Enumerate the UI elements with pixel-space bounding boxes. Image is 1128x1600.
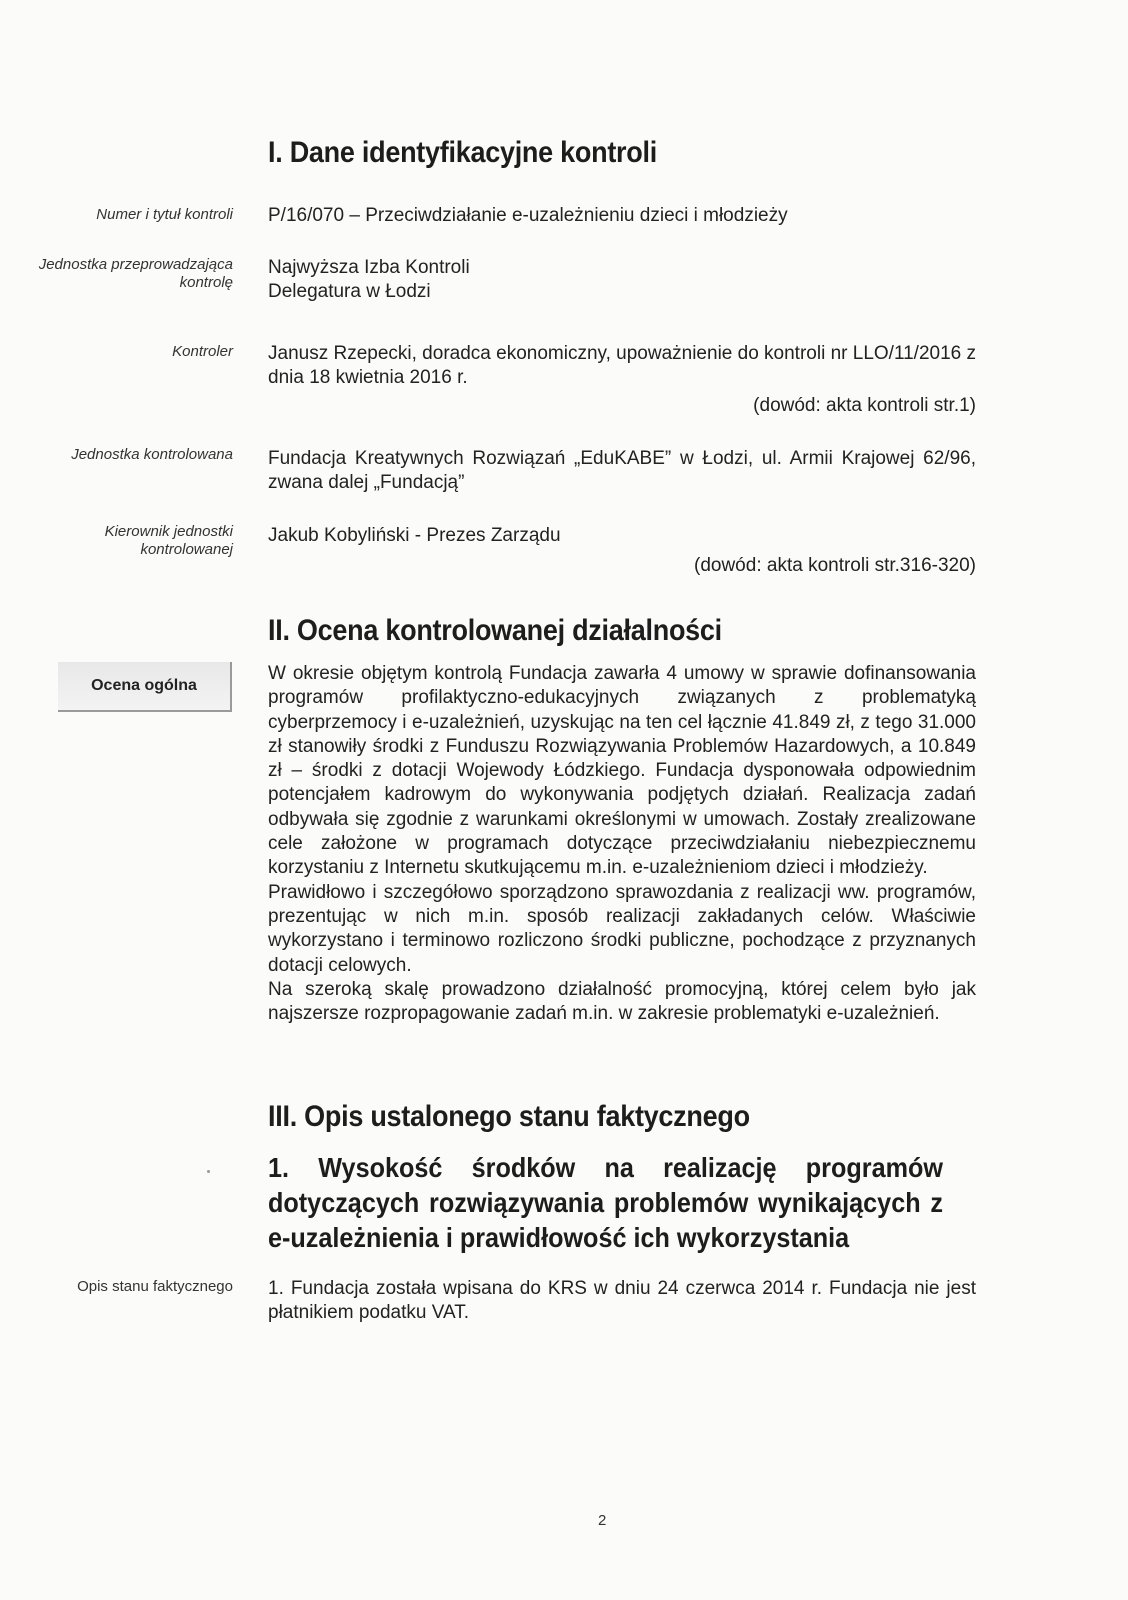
unit-head-evidence: (dowód: akta kontroli str.316-320)	[694, 555, 976, 576]
facts-item-text: Fundacja została wpisana do KRS w dniu 24 czerwca 2014 r. Fundacja nie jest płatnikiem podatku VAT.	[268, 1278, 977, 1323]
conducting-unit-line1: Najwyższa Izba Kontroli	[268, 257, 470, 278]
conducting-unit-line2: Delegatura w Łodzi	[268, 281, 431, 302]
section-1-heading: I. Dane identyfikacyjne kontroli	[268, 136, 657, 169]
conducting-unit-value	[268, 256, 976, 304]
facts-item-number: 1.	[268, 1278, 284, 1299]
assessment-paragraph-2: Prawidłowo i szczegółowo sporządzono sprawozdania z realizacji ww. programów, prezentując w nich m.in. sposób realizacji zakładanych celów. Właściwie wykorzystano i terminowo rozliczono środki publiczne, pochodzące z przyznanych dotacji celowych.	[268, 881, 976, 976]
scan-speck	[207, 1170, 210, 1173]
facts-item-1	[268, 1277, 976, 1325]
assessment-paragraph-3: Na szeroką skalę prowadzono działalność promocyjną, której celem było jak najszersze rozpropagowanie zadań m.in. w zakresie problematyki e-uzależnień.	[268, 978, 976, 1025]
section-3-subheading: 1. Wysokość środków na realizację programów dotyczących rozwiązywania problemów wynikających z e-uzależnienia i prawidłowość ich wykorzystania	[268, 1152, 943, 1253]
controller-label: Kontroler	[172, 343, 233, 360]
conducting-unit-label: Jednostka przeprowadzająca kontrolę	[38, 256, 233, 291]
unit-head-value: Jakub Kobyliński - Prezes Zarządu	[268, 525, 561, 546]
audited-unit-text: Fundacja Kreatywnych Rozwiązań „EduKABE” w Łodzi, ul. Armii Krajowej 62/96, zwana dalej „Fundacją”	[268, 448, 976, 493]
audited-unit-label: Jednostka kontrolowana	[71, 446, 233, 463]
overall-assessment-badge: Ocena ogólna	[58, 662, 232, 712]
page-number: 2	[598, 1512, 607, 1529]
assessment-paragraph-1: W okresie objętym kontrolą Fundacja zawarła 4 umowy w sprawie dofinansowania programów profilaktyczno-edukacyjnych związanych z problematyką cyberprzemocy i e-uzależnień, uzyskując na ten cel łącznie 41.849 zł, z tego 31.000 zł stanowiły środki z Funduszu Rozwiązywania Problemów Hazardowych, a 10.849 zł – środki z dotacji Wojewody Łódzkiego. Fundacja dysponowała odpowiednim potencjałem kadrowym do wykonywania podjętych działań. Realizacja zadań odbywała się zgodnie z warunkami określonymi w umowach. Zostały zrealizowane cele założone w programach dotyczące przeciwdziałaniu niebezpiecznemu korzystaniu z Internetu skutkującemu m.in. e-uzależnieniom dzieci i młodzieży.	[268, 663, 976, 879]
unit-head-label: Kierownik jednostki kontrolowanej	[104, 523, 233, 558]
facts-side-label: Opis stanu faktycznego	[77, 1278, 233, 1295]
section-2-heading: II. Ocena kontrolowanej działalności	[268, 614, 722, 647]
assessment-text	[268, 662, 976, 1026]
unit-head-block	[268, 524, 976, 578]
control-number-label: Numer i tytuł kontroli	[96, 206, 233, 223]
controller-evidence: (dowód: akta kontroli str.1)	[753, 395, 976, 416]
control-number-value: P/16/070 – Przeciwdziałanie e-uzależnieniu dzieci i młodzieży	[268, 205, 788, 226]
section-3-heading: III. Opis ustalonego stanu faktycznego	[268, 1100, 750, 1133]
audited-unit-value	[268, 447, 976, 495]
controller-value: Janusz Rzepecki, doradca ekonomiczny, upoważnienie do kontroli nr LLO/11/2016 z dnia 18 kwietnia 2016 r.	[268, 343, 976, 388]
controller-block	[268, 342, 976, 418]
